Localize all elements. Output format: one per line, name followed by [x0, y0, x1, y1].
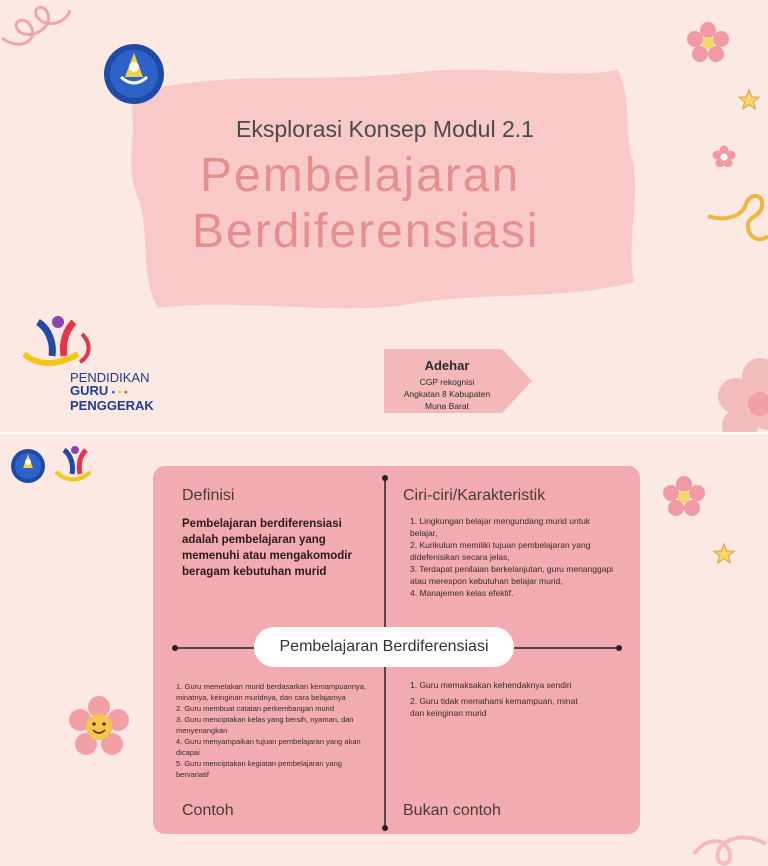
swirl-icon: [706, 186, 768, 246]
list-item: 1. Guru memetakan murid berdasarkan kemampuannya, minatnya, keinginan muridnya, dan cara belajarnya: [176, 682, 366, 702]
list-item: 2. Guru tidak memahami kemampuan, minat dan keinginan murid: [410, 696, 578, 718]
bukan-contoh-heading: Bukan contoh: [403, 802, 501, 819]
logo-text-line-3: PENGGERAK: [70, 398, 154, 413]
title-line-2: Berdiferensiasi: [192, 205, 540, 258]
contoh-list: [176, 681, 366, 780]
definisi-heading: Definisi: [182, 487, 235, 504]
list-item: 5. Guru menciptakan kegiatan pembelajaran yang bervariatif: [176, 759, 342, 779]
slide-title: [150, 148, 630, 260]
author-role-line-1: CGP rekognisi: [419, 377, 475, 387]
list-item: 4. Guru menyampaikan tujuan pembelajaran yang akan dicapai: [176, 737, 361, 757]
swirl-icon: [0, 0, 80, 60]
flower-icon: [710, 356, 768, 432]
logo-text-line-1: PENDIDIKAN: [70, 370, 150, 385]
logo-text-guru: GURU: [70, 383, 109, 398]
slide-subtitle: Eksplorasi Konsep Modul 2.1: [236, 116, 534, 142]
logo-text-line-2: GURU •••: [70, 383, 128, 398]
title-line-1: Pembelajaran: [200, 149, 521, 202]
guru-penggerak-wordmark: [70, 371, 154, 412]
flower-icon: [685, 22, 731, 62]
tut-wuri-logo: [10, 448, 46, 484]
star-icon: [737, 88, 761, 110]
bukan-contoh-list: [410, 679, 590, 719]
guru-penggerak-logo: [18, 314, 98, 370]
list-item: 2. Guru membuat catatan perkembangan murid: [176, 704, 335, 713]
author-role-line-3: Muna Barat: [425, 401, 469, 411]
list-item: 1. Lingkungan belajar mengundang murid untuk belajar,: [410, 516, 591, 538]
list-item: 1. Guru memaksakan kehendaknya sendiri: [410, 680, 572, 690]
guru-penggerak-logo: [52, 444, 98, 486]
list-item: 4. Manajemen kelas efektif.: [410, 588, 514, 598]
tut-wuri-logo: [103, 43, 165, 105]
star-icon: [712, 542, 736, 564]
list-item: 3. Guru menciptakan kelas yang bersih, nyaman, dan menyenangkan: [176, 715, 354, 735]
author-role-line-2: Angkatan 8 Kabupaten: [403, 389, 491, 399]
ciri-heading: Ciri-ciri/Karakteristik: [403, 487, 546, 504]
list-item: 2. Kurikulum memiliki tujuan pembelajaran yang didefenisikan secara jelas,: [410, 540, 591, 562]
center-topic-label: Pembelajaran Berdiferensiasi: [254, 627, 514, 667]
contoh-heading: Contoh: [182, 802, 234, 819]
author-role: [384, 376, 510, 412]
flower-icon: [660, 476, 708, 516]
author-name: Adehar: [424, 358, 470, 373]
ciri-list: [410, 515, 616, 599]
flower-icon: [712, 145, 736, 167]
definisi-text: Pembelajaran berdiferensiasi adalah pembelajaran yang memenuhi atau mengakomodir beragam kebutuhan murid: [182, 518, 352, 578]
swirl-icon: [690, 814, 768, 866]
list-item: 3. Terdapat penilaian berkelanjutan, guru menanggapi atau merespon kebutuhan belajar murid,: [410, 564, 614, 586]
content-slide: [0, 434, 768, 866]
smiley-flower-icon: [68, 696, 130, 758]
title-slide: [0, 0, 768, 432]
